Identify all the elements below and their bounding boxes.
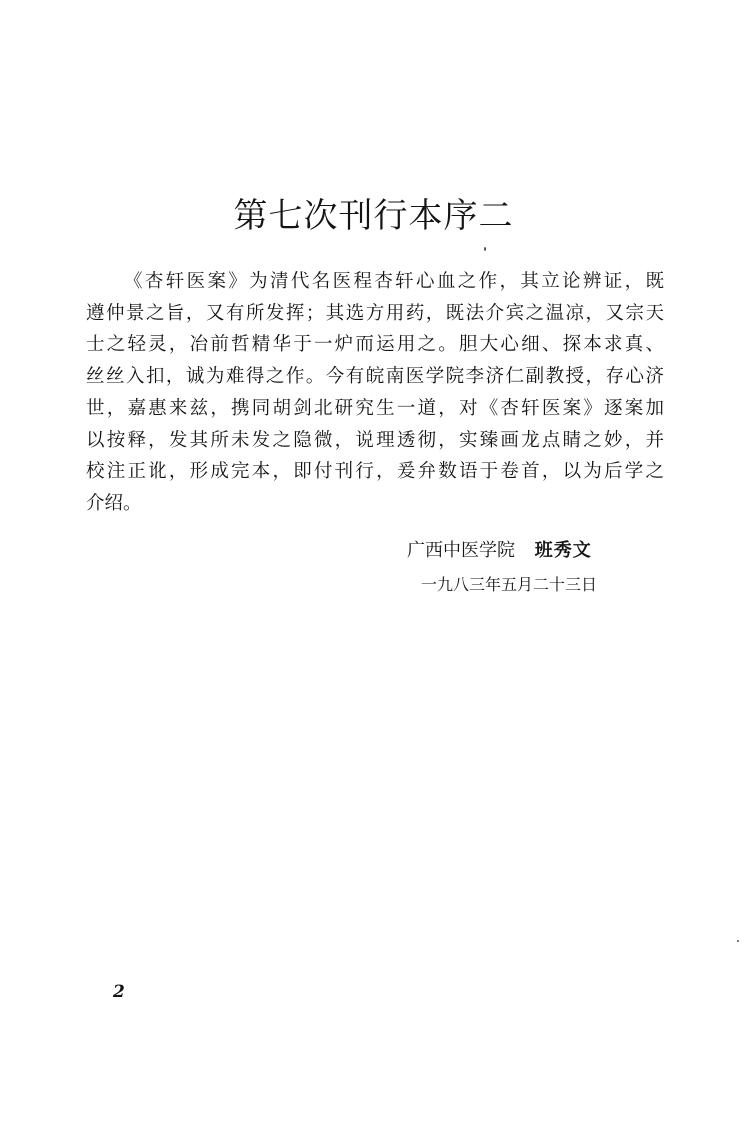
signature-author-line — [407, 534, 647, 568]
body-line: 士之轻灵，冶前哲精华于一炉而运用之。胆大心细、探本求真、 — [86, 334, 664, 356]
page-title: 第七次刊行本序二 — [233, 196, 514, 236]
scan-speck — [484, 247, 486, 251]
body-line: 《杏轩医案》为清代名医程杏轩心血之作，其立论辨证，既 — [124, 271, 664, 292]
preface-body — [86, 266, 664, 520]
signature-name: 班秀文 — [534, 540, 592, 561]
signature-block — [407, 534, 647, 602]
scan-speck — [737, 940, 739, 942]
signature-organization: 广西中医学院 — [407, 540, 515, 561]
body-line: 校注正讹，形成完本，即付刊行，爰弁数语于卷首，以为后学之 — [86, 461, 664, 483]
body-line: 以按释，发其所未发之隐微，说理透彻，实臻画龙点睛之妙，并 — [86, 429, 664, 451]
body-line: 遵仲景之旨，又有所发挥；其选方用药，既法介宾之温凉，又宗天 — [86, 302, 664, 324]
body-line: 丝丝入扣，诚为难得之作。今有皖南医学院李济仁副教授，存心济 — [86, 366, 664, 388]
signature-date: 一九八三年五月二十三日 — [421, 575, 598, 594]
page-number: 2 — [113, 982, 125, 1002]
body-line: 世，嘉惠来兹，携同胡剑北研究生一道，对《杏轩医案》逐案加 — [86, 397, 664, 419]
body-line: 介绍。 — [86, 492, 142, 514]
